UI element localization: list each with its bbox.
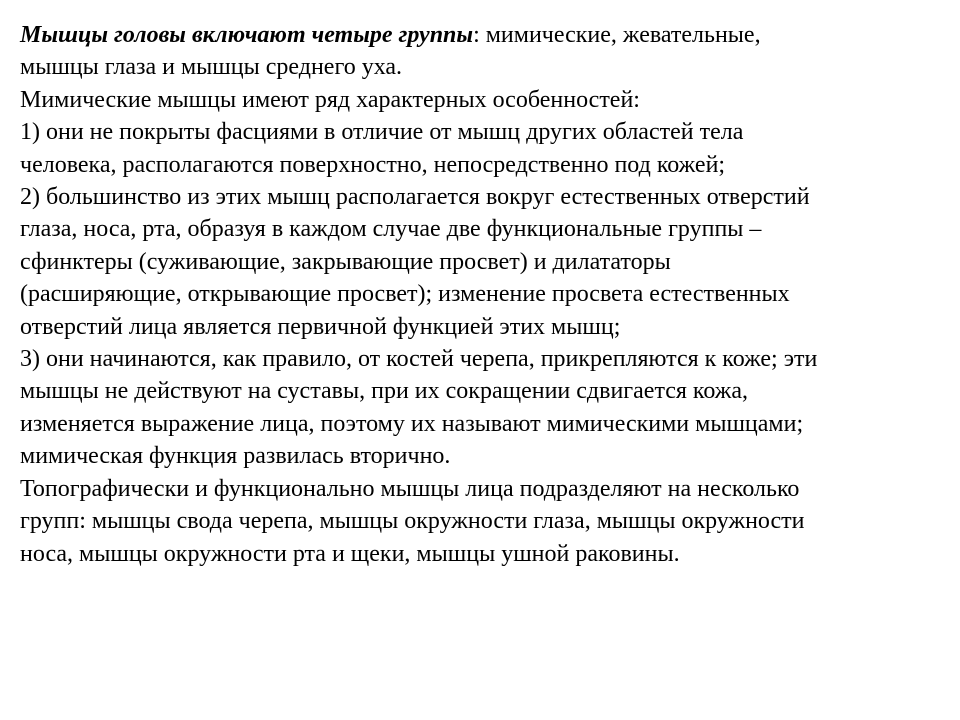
paragraph-point-1: 1) они не покрыты фасциями в отличие от мышц других областей тела человека, располагаются поверхностно, непосредственно под кожей; — [20, 119, 744, 178]
lead-continuation: : мимические, жевательные, мышцы глаза и мышцы среднего уха. — [20, 22, 761, 81]
lead-heading: Мышцы головы включают четыре группы — [20, 22, 474, 48]
slide-text-body — [20, 19, 925, 570]
paragraph-point-3: 3) они начинаются, как правило, от костей черепа, прикрепляются к коже; эти мышцы не действуют на суставы, при их сокращении сдвигается кожа, изменяется выражение лица, поэтому их называют мимическими мышцами; мимическая функция развилась вторично. — [20, 346, 818, 470]
paragraph-topography: Топографически и функционально мышцы лица подразделяют на несколько групп: мышцы свода черепа, мышцы окружности глаза, мышцы окружности носа, мышцы окружности рта и щеки, мышцы ушной раковины. — [20, 475, 805, 567]
paragraph-features-intro: Мимические мышцы имеют ряд характерных особенностей: — [20, 86, 640, 113]
intro-line — [20, 19, 925, 84]
paragraph-point-2: 2) большинство из этих мышц располагается вокруг естественных отверстий глаза, носа, рта, образуя в каждом случае две функциональные группы – сфинктеры (суживающие, закрывающие просвет) и дилататоры (расширяющие, открывающие просвет); изменение просвета естественных отверстий лица является первичной функцией этих мышц; — [20, 184, 810, 340]
